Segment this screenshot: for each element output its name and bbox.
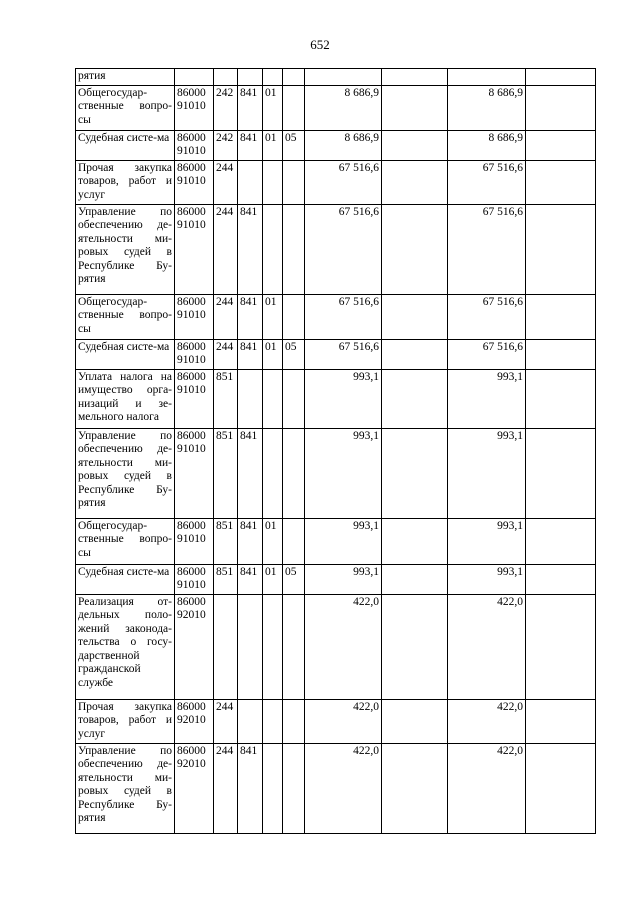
table-row [76, 160, 596, 204]
cell-amount-total: 993,1 [305, 428, 382, 518]
cell-name: Общегосудар-ственные вопро-сы [76, 294, 175, 339]
cell-expense-type: 244 [214, 204, 238, 294]
cell-amount-own: 422,0 [448, 743, 526, 833]
cell-section [263, 428, 283, 518]
cell-amount-own [448, 69, 526, 86]
cell-target-code: 8600092010 [175, 743, 214, 833]
cell-amount-own: 67 516,6 [448, 204, 526, 294]
cell-amount-federal [382, 130, 448, 160]
cell-amount-federal [382, 518, 448, 564]
cell-admin-code: 841 [238, 564, 263, 594]
cell-admin-code: 841 [238, 130, 263, 160]
table-row [76, 369, 596, 428]
cell-section [263, 743, 283, 833]
cell-expense-type: 242 [214, 130, 238, 160]
cell-extra [526, 564, 596, 594]
table-row [76, 85, 596, 130]
cell-admin-code [238, 699, 263, 743]
cell-subsection [283, 294, 305, 339]
table-row [76, 699, 596, 743]
cell-section [263, 204, 283, 294]
cell-subsection: 05 [283, 564, 305, 594]
cell-amount-federal [382, 339, 448, 369]
cell-amount-total: 67 516,6 [305, 160, 382, 204]
cell-target-code: 8600091010 [175, 339, 214, 369]
cell-expense-type: 244 [214, 294, 238, 339]
cell-section [263, 699, 283, 743]
cell-name: Судебная систе-ма [76, 339, 175, 369]
cell-target-code: 8600091010 [175, 130, 214, 160]
cell-target-code: 8600091010 [175, 428, 214, 518]
cell-subsection [283, 69, 305, 86]
cell-admin-code [238, 69, 263, 86]
cell-name: Судебная систе-ма [76, 130, 175, 160]
cell-admin-code [238, 160, 263, 204]
cell-target-code: 8600091010 [175, 160, 214, 204]
cell-subsection [283, 160, 305, 204]
cell-extra [526, 743, 596, 833]
cell-amount-total: 422,0 [305, 699, 382, 743]
cell-amount-total: 422,0 [305, 743, 382, 833]
cell-section [263, 160, 283, 204]
cell-name: Прочая закупка товаров, работ и услуг [76, 699, 175, 743]
table-row [76, 130, 596, 160]
cell-amount-federal [382, 204, 448, 294]
cell-expense-type [214, 594, 238, 699]
cell-name: Управление по обеспечению де-ятельности ми-ровых судей в Республике Бу-рятия [76, 428, 175, 518]
cell-amount-total: 67 516,6 [305, 294, 382, 339]
cell-expense-type: 244 [214, 699, 238, 743]
cell-section [263, 594, 283, 699]
cell-admin-code: 841 [238, 204, 263, 294]
cell-subsection [283, 369, 305, 428]
cell-amount-own: 422,0 [448, 699, 526, 743]
cell-admin-code [238, 369, 263, 428]
cell-amount-federal [382, 85, 448, 130]
cell-section: 01 [263, 130, 283, 160]
cell-extra [526, 428, 596, 518]
cell-subsection [283, 428, 305, 518]
cell-extra [526, 518, 596, 564]
cell-subsection [283, 743, 305, 833]
cell-amount-federal [382, 743, 448, 833]
cell-extra [526, 369, 596, 428]
cell-section: 01 [263, 518, 283, 564]
cell-extra [526, 339, 596, 369]
cell-subsection: 05 [283, 130, 305, 160]
cell-target-code: 8600092010 [175, 594, 214, 699]
cell-expense-type: 242 [214, 85, 238, 130]
cell-amount-own: 67 516,6 [448, 294, 526, 339]
cell-subsection [283, 699, 305, 743]
cell-expense-type: 244 [214, 743, 238, 833]
cell-amount-own: 993,1 [448, 518, 526, 564]
table-row [76, 339, 596, 369]
cell-target-code: 8600091010 [175, 294, 214, 339]
cell-amount-own: 993,1 [448, 428, 526, 518]
cell-expense-type: 851 [214, 564, 238, 594]
cell-expense-type: 851 [214, 428, 238, 518]
page-number: 652 [310, 37, 330, 52]
cell-amount-federal [382, 428, 448, 518]
cell-expense-type: 244 [214, 339, 238, 369]
cell-name: Уплата налога на имущество орга-низаций и зе-мельного налога [76, 369, 175, 428]
cell-target-code: 8600092010 [175, 699, 214, 743]
cell-name: Общегосудар-ственные вопро-сы [76, 518, 175, 564]
table-row [76, 294, 596, 339]
cell-amount-own: 993,1 [448, 564, 526, 594]
cell-extra [526, 69, 596, 86]
cell-extra [526, 699, 596, 743]
cell-target-code: 8600091010 [175, 85, 214, 130]
cell-admin-code: 841 [238, 518, 263, 564]
cell-subsection [283, 518, 305, 564]
cell-expense-type: 851 [214, 369, 238, 428]
cell-name: рятия [76, 69, 175, 86]
cell-amount-federal [382, 594, 448, 699]
cell-target-code: 8600091010 [175, 564, 214, 594]
cell-admin-code: 841 [238, 339, 263, 369]
cell-subsection [283, 85, 305, 130]
cell-extra [526, 204, 596, 294]
cell-amount-own: 993,1 [448, 369, 526, 428]
table-row [76, 564, 596, 594]
cell-amount-total: 8 686,9 [305, 130, 382, 160]
cell-subsection: 05 [283, 339, 305, 369]
cell-extra [526, 160, 596, 204]
cell-expense-type: 244 [214, 160, 238, 204]
cell-amount-own: 67 516,6 [448, 160, 526, 204]
cell-amount-total: 8 686,9 [305, 85, 382, 130]
cell-amount-federal [382, 294, 448, 339]
cell-amount-total: 993,1 [305, 564, 382, 594]
cell-amount-own: 8 686,9 [448, 130, 526, 160]
cell-amount-own: 8 686,9 [448, 85, 526, 130]
table-row [76, 743, 596, 833]
cell-amount-total: 993,1 [305, 369, 382, 428]
cell-section: 01 [263, 85, 283, 130]
cell-admin-code [238, 594, 263, 699]
cell-admin-code: 841 [238, 743, 263, 833]
cell-extra [526, 85, 596, 130]
cell-amount-own: 422,0 [448, 594, 526, 699]
cell-name: Управление по обеспечению де-ятельности ми-ровых судей в Республике Бу-рятия [76, 204, 175, 294]
cell-name: Общегосудар-ственные вопро-сы [76, 85, 175, 130]
cell-amount-federal [382, 369, 448, 428]
cell-subsection [283, 594, 305, 699]
cell-name: Управление по обеспечению де-ятельности ми-ровых судей в Республике Бу-рятия [76, 743, 175, 833]
cell-amount-total: 993,1 [305, 518, 382, 564]
cell-extra [526, 130, 596, 160]
table-row [76, 518, 596, 564]
table-row [76, 204, 596, 294]
cell-amount-federal [382, 69, 448, 86]
cell-section: 01 [263, 294, 283, 339]
cell-amount-total [305, 69, 382, 86]
cell-name: Судебная систе-ма [76, 564, 175, 594]
cell-amount-federal [382, 564, 448, 594]
table-row [76, 428, 596, 518]
cell-target-code: 8600091010 [175, 369, 214, 428]
cell-target-code: 8600091010 [175, 204, 214, 294]
cell-subsection [283, 204, 305, 294]
cell-amount-federal [382, 699, 448, 743]
cell-name: Прочая закупка товаров, работ и услуг [76, 160, 175, 204]
table-row [76, 69, 596, 86]
cell-amount-total: 67 516,6 [305, 339, 382, 369]
cell-amount-total: 67 516,6 [305, 204, 382, 294]
cell-section [263, 369, 283, 428]
cell-expense-type [214, 69, 238, 86]
cell-admin-code: 841 [238, 85, 263, 130]
cell-target-code [175, 69, 214, 86]
cell-amount-total: 422,0 [305, 594, 382, 699]
cell-expense-type: 851 [214, 518, 238, 564]
cell-admin-code: 841 [238, 294, 263, 339]
cell-section: 01 [263, 564, 283, 594]
cell-admin-code: 841 [238, 428, 263, 518]
budget-table [75, 68, 596, 834]
cell-section: 01 [263, 339, 283, 369]
cell-amount-federal [382, 160, 448, 204]
table-row [76, 594, 596, 699]
cell-extra [526, 294, 596, 339]
cell-amount-own: 67 516,6 [448, 339, 526, 369]
cell-extra [526, 594, 596, 699]
cell-name: Реализация от-дельных поло-жений законода-тельства о госу-дарственной гражданской службе [76, 594, 175, 699]
cell-section [263, 69, 283, 86]
cell-target-code: 8600091010 [175, 518, 214, 564]
